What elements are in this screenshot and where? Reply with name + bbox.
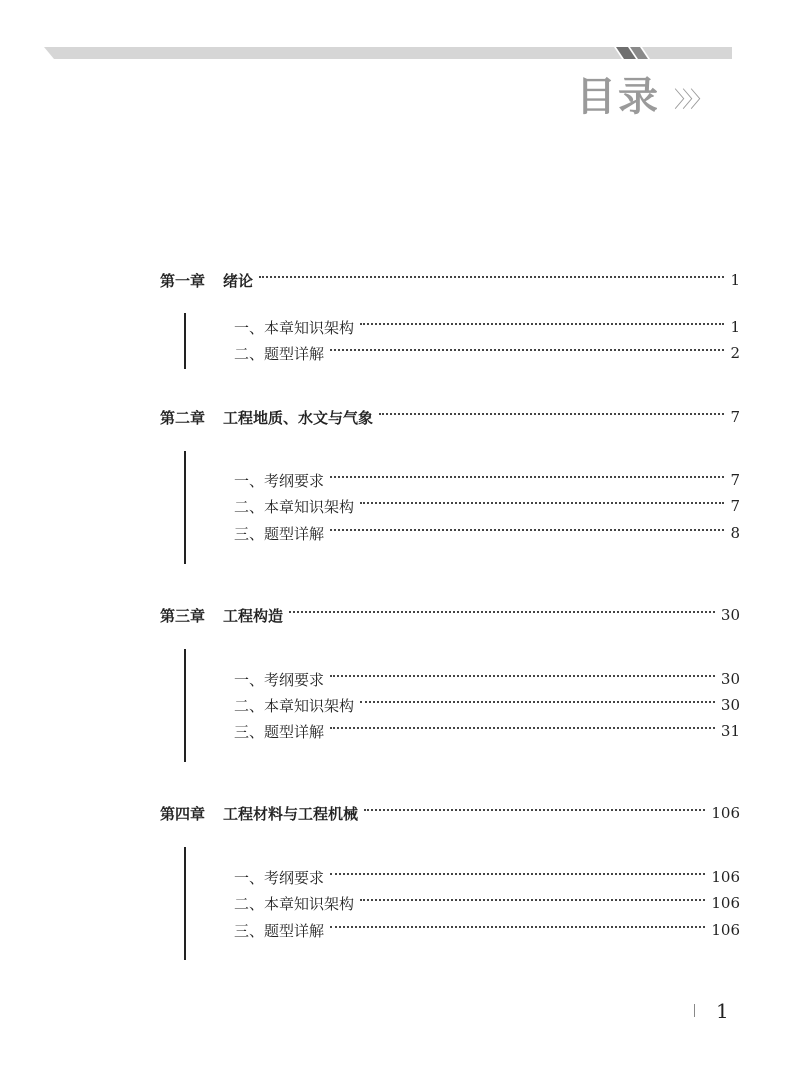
section-title: 一、考纲要求 bbox=[234, 471, 325, 490]
dot-leader bbox=[330, 349, 724, 351]
toc-section[interactable] bbox=[234, 865, 740, 889]
dot-leader bbox=[330, 529, 724, 531]
toc-section[interactable] bbox=[234, 918, 740, 942]
toc-chapter-2[interactable] bbox=[160, 405, 740, 429]
chapter-label: 第一章 bbox=[160, 271, 206, 290]
dot-leader bbox=[330, 727, 715, 729]
page-number: 7 bbox=[730, 471, 740, 489]
page-number: 7 bbox=[730, 408, 740, 426]
toc-section[interactable] bbox=[234, 494, 740, 518]
page-number: 7 bbox=[730, 497, 740, 515]
section-bar bbox=[184, 847, 186, 960]
section-title: 三、题型详解 bbox=[234, 921, 325, 940]
page-number: 106 bbox=[711, 894, 740, 912]
page-number: 106 bbox=[711, 804, 740, 822]
chapter-label: 第二章 bbox=[160, 408, 206, 427]
section-title: 三、题型详解 bbox=[234, 722, 325, 741]
chevron-right-icon: 〉〉〉 bbox=[674, 88, 710, 113]
page-number: 8 bbox=[730, 524, 740, 542]
toc-chapter-1[interactable] bbox=[160, 268, 740, 292]
page-number: 106 bbox=[711, 868, 740, 886]
chapter-title: 工程地质、水文与气象 bbox=[223, 408, 374, 427]
dot-leader bbox=[364, 809, 705, 811]
toc-chapter-4[interactable] bbox=[160, 801, 740, 825]
section-title: 一、本章知识架构 bbox=[234, 318, 355, 337]
dot-leader bbox=[259, 276, 724, 278]
toc-section[interactable] bbox=[234, 719, 740, 743]
toc-section[interactable] bbox=[234, 315, 740, 339]
page-number: 1 bbox=[730, 271, 740, 289]
toc-section[interactable] bbox=[234, 341, 740, 365]
section-title: 二、本章知识架构 bbox=[234, 497, 355, 516]
chapter-title: 工程构造 bbox=[223, 606, 284, 625]
page-number: 2 bbox=[730, 344, 740, 362]
toc-section[interactable] bbox=[234, 693, 740, 717]
toc-section[interactable] bbox=[234, 521, 740, 545]
section-title: 二、本章知识架构 bbox=[234, 894, 355, 913]
chapter-title: 工程材料与工程机械 bbox=[223, 804, 359, 823]
section-bar bbox=[184, 451, 186, 564]
chapter-title: 绪论 bbox=[223, 271, 254, 290]
chapter-label: 第三章 bbox=[160, 606, 206, 625]
section-bar bbox=[184, 649, 186, 762]
page-title: 目录 bbox=[576, 74, 660, 120]
toc-section[interactable] bbox=[234, 891, 740, 915]
toc-section[interactable] bbox=[234, 667, 740, 691]
footer-divider bbox=[694, 1004, 695, 1017]
footer-page-number: 1 bbox=[716, 999, 729, 1023]
section-title: 二、本章知识架构 bbox=[234, 696, 355, 715]
page-number: 31 bbox=[720, 722, 740, 740]
page-number: 30 bbox=[720, 606, 740, 624]
section-title: 一、考纲要求 bbox=[234, 670, 325, 689]
dot-leader bbox=[360, 701, 715, 703]
section-bar bbox=[184, 313, 186, 369]
dot-leader bbox=[289, 611, 715, 613]
dot-leader bbox=[330, 873, 705, 875]
dot-leader bbox=[360, 323, 724, 325]
header-band bbox=[44, 47, 732, 59]
page-number: 30 bbox=[720, 670, 740, 688]
toc-chapter-3[interactable] bbox=[160, 603, 740, 627]
toc-section[interactable] bbox=[234, 468, 740, 492]
section-title: 一、考纲要求 bbox=[234, 868, 325, 887]
page-number: 1 bbox=[730, 318, 740, 336]
dot-leader bbox=[330, 926, 705, 928]
dot-leader bbox=[360, 502, 724, 504]
dot-leader bbox=[330, 476, 724, 478]
section-title: 三、题型详解 bbox=[234, 524, 325, 543]
dot-leader bbox=[379, 413, 724, 415]
page-number: 106 bbox=[711, 921, 740, 939]
chapter-label: 第四章 bbox=[160, 804, 206, 823]
dot-leader bbox=[360, 899, 705, 901]
section-title: 二、题型详解 bbox=[234, 344, 325, 363]
dot-leader bbox=[330, 675, 715, 677]
page-number: 30 bbox=[720, 696, 740, 714]
